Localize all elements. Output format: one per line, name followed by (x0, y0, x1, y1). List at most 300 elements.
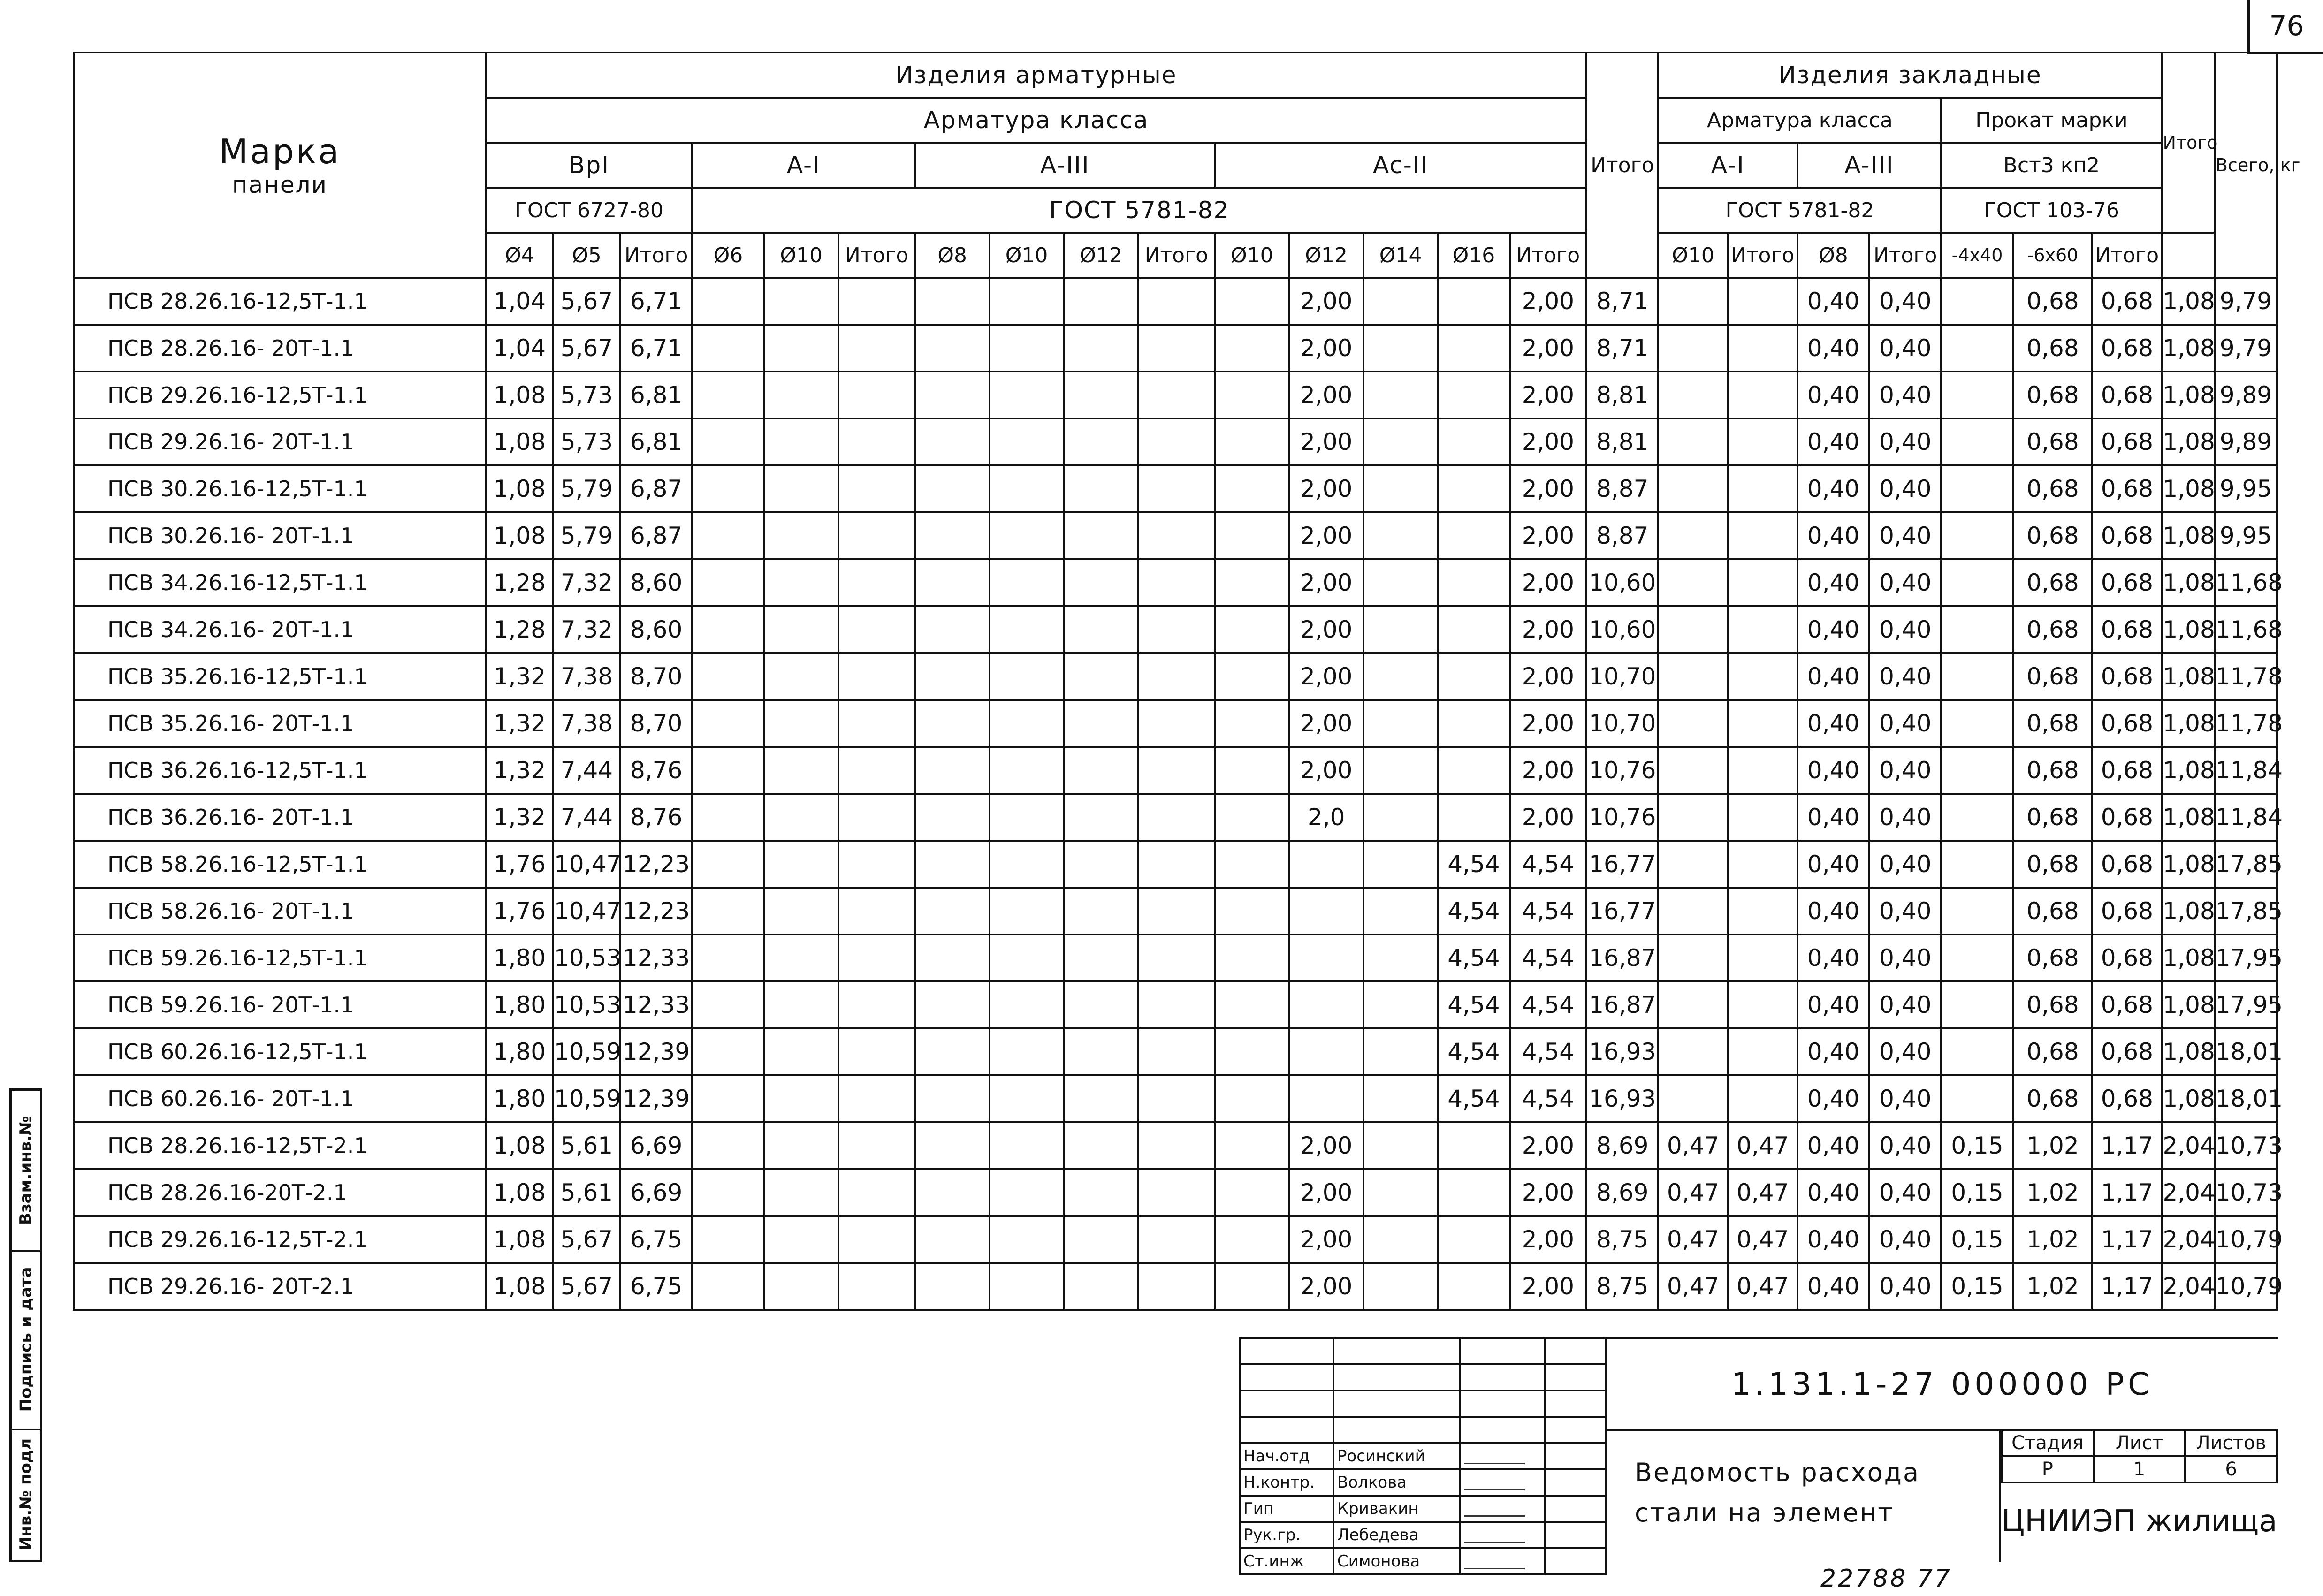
cell-value: 0,68 (2092, 559, 2162, 606)
cell-value: 0,40 (1869, 1263, 1941, 1310)
panel-mark: ПСВ 29.26.16- 20Т-2.1 (74, 1263, 486, 1310)
cell-value: 10,79 (2215, 1216, 2277, 1263)
cell-value: 2,04 (2162, 1122, 2214, 1169)
cell-value (692, 653, 764, 700)
cell-value: 7,32 (553, 606, 620, 653)
cell-value (1215, 559, 1289, 606)
sheets-value: 6 (2185, 1456, 2277, 1482)
signature (1460, 1443, 1545, 1469)
cell-value (1728, 465, 1797, 512)
cell-value: 8,71 (1586, 278, 1658, 325)
cell-value (1728, 794, 1797, 841)
organization: ЦНИИЭП жилища (2001, 1504, 2277, 1539)
cell-value: 1,17 (2092, 1169, 2162, 1216)
cell-value (1658, 512, 1728, 559)
panel-mark: ПСВ 28.26.16- 20Т-1.1 (74, 325, 486, 372)
cell-value (838, 512, 915, 559)
cell-value: 2,00 (1510, 512, 1587, 559)
cell-value: 18,01 (2215, 1028, 2277, 1075)
cell-value (1941, 1028, 2013, 1075)
cell-value (1138, 372, 1215, 418)
cell-value (990, 888, 1064, 935)
cell-value: 1,08 (486, 418, 553, 465)
panel-mark: ПСВ 36.26.16-12,5Т-1.1 (74, 747, 486, 794)
cell-value (764, 794, 838, 841)
cell-value (692, 1263, 764, 1310)
cell-value: 1,32 (486, 700, 553, 747)
cell-value (764, 1216, 838, 1263)
person-name: Кривакин (1333, 1496, 1460, 1522)
cell-value: 6,87 (620, 512, 692, 559)
cell-value (1064, 981, 1138, 1028)
cell-value (1728, 278, 1797, 325)
cell-value (1138, 1075, 1215, 1122)
cell-value (1215, 981, 1289, 1028)
cell-value (990, 794, 1064, 841)
cell-value: 11,78 (2215, 700, 2277, 747)
cell-value: 0,47 (1728, 1169, 1797, 1216)
table-row (74, 653, 2277, 700)
cell-value: 1,28 (486, 606, 553, 653)
cell-value: 0,40 (1869, 372, 1941, 418)
cell-value (990, 700, 1064, 747)
cell-value (1941, 747, 2013, 794)
cell-value (1438, 372, 1509, 418)
cell-value (1363, 747, 1438, 794)
header-gost1: ГОСТ 6727-80 (486, 188, 692, 233)
cell-value: 2,00 (1289, 1122, 1363, 1169)
cell-value (1215, 700, 1289, 747)
cell-value: 0,40 (1797, 794, 1869, 841)
cell-value (1064, 888, 1138, 935)
cell-value (1215, 935, 1289, 981)
cell-value: 2,00 (1289, 325, 1363, 372)
cell-value (764, 372, 838, 418)
cell-value: 2,00 (1289, 747, 1363, 794)
cell-value: 0,68 (2013, 465, 2093, 512)
cell-value (1941, 559, 2013, 606)
cell-value (1064, 278, 1138, 325)
cell-value: 10,73 (2215, 1122, 2277, 1169)
sheet-value: 1 (2094, 1456, 2186, 1482)
cell-value (1363, 935, 1438, 981)
cell-value: 2,00 (1289, 1216, 1363, 1263)
cell-value: 0,40 (1797, 512, 1869, 559)
cell-value (1064, 1263, 1138, 1310)
cell-value (1363, 1169, 1438, 1216)
cell-value (915, 325, 989, 372)
cell-value (692, 559, 764, 606)
cell-value: 1,08 (2162, 512, 2214, 559)
cell-value (1215, 278, 1289, 325)
cell-value: 1,80 (486, 981, 553, 1028)
header-armatura-class: Арматура класса (486, 98, 1586, 143)
cell-value (1438, 465, 1509, 512)
cell-value: 2,00 (1289, 1169, 1363, 1216)
cell-value (990, 747, 1064, 794)
cell-value (1658, 700, 1728, 747)
cell-value (1658, 935, 1728, 981)
table-row (74, 278, 2277, 325)
cell-value (1215, 512, 1289, 559)
col-header: Ø5 (553, 233, 620, 278)
col-header-blank (2162, 233, 2214, 278)
cell-value: 0,68 (2092, 325, 2162, 372)
cell-value (838, 841, 915, 888)
panel-mark: ПСВ 30.26.16- 20Т-1.1 (74, 512, 486, 559)
cell-value (1728, 841, 1797, 888)
cell-value: 6,71 (620, 278, 692, 325)
cell-value: 0,40 (1869, 981, 1941, 1028)
person-name: Волкова (1333, 1469, 1460, 1496)
cell-value (1438, 606, 1509, 653)
cell-value (1138, 653, 1215, 700)
cell-value: 9,95 (2215, 512, 2277, 559)
cell-value (990, 981, 1064, 1028)
cell-value: 0,68 (2092, 888, 2162, 935)
cell-value (692, 841, 764, 888)
cell-value: 0,40 (1869, 1028, 1941, 1075)
cell-value (1064, 1216, 1138, 1263)
cell-value (1728, 418, 1797, 465)
header-marka-line1: Марка (219, 132, 341, 171)
cell-value: 0,40 (1797, 1216, 1869, 1263)
cell-value: 4,54 (1510, 935, 1587, 981)
cell-value (692, 606, 764, 653)
header-vst: Вст3 кп2 (1941, 143, 2162, 188)
col-header: Ø12 (1289, 233, 1363, 278)
cell-value (915, 559, 989, 606)
side-cell-vzam (12, 1091, 40, 1252)
cell-value (1215, 1216, 1289, 1263)
cell-value: 0,68 (2092, 1028, 2162, 1075)
cell-value (990, 278, 1064, 325)
cell-value (1215, 325, 1289, 372)
cell-value (692, 1075, 764, 1122)
panel-mark: ПСВ 28.26.16-20Т-2.1 (74, 1169, 486, 1216)
cell-value (1138, 278, 1215, 325)
cell-value (990, 512, 1064, 559)
cell-value: 0,47 (1728, 1216, 1797, 1263)
panel-mark: ПСВ 58.26.16- 20Т-1.1 (74, 888, 486, 935)
cell-value (1215, 606, 1289, 653)
cell-value (838, 1075, 915, 1122)
cell-value (764, 888, 838, 935)
cell-value: 8,81 (1586, 418, 1658, 465)
cell-value (1064, 465, 1138, 512)
cell-value (1941, 794, 2013, 841)
sheet-header: Лист (2094, 1430, 2186, 1456)
cell-value (1138, 1263, 1215, 1310)
cell-value: 7,38 (553, 653, 620, 700)
cell-value: 2,00 (1289, 512, 1363, 559)
cell-value: 2,00 (1510, 372, 1587, 418)
cell-value: 1,02 (2013, 1122, 2093, 1169)
cell-value: 6,69 (620, 1169, 692, 1216)
cell-value: 12,23 (620, 841, 692, 888)
cell-value: 17,85 (2215, 888, 2277, 935)
signature (1460, 1548, 1545, 1574)
signatures-table (1239, 1337, 1607, 1575)
header-za3: A-III (1797, 143, 1942, 188)
cell-value (1941, 935, 2013, 981)
cell-value: 0,40 (1869, 559, 1941, 606)
cell-value: 5,67 (553, 278, 620, 325)
cell-value (1728, 1075, 1797, 1122)
cell-value (838, 1263, 915, 1310)
table-row (74, 1122, 2277, 1169)
cell-value: 1,80 (486, 1028, 553, 1075)
cell-value: 6,81 (620, 418, 692, 465)
cell-value: 16,93 (1586, 1028, 1658, 1075)
cell-value: 8,76 (620, 794, 692, 841)
cell-value (1438, 325, 1509, 372)
cell-value (1138, 747, 1215, 794)
cell-value: 1,28 (486, 559, 553, 606)
cell-value (1728, 512, 1797, 559)
cell-value: 5,61 (553, 1122, 620, 1169)
cell-value: 8,71 (1586, 325, 1658, 372)
side-stamp (9, 1088, 42, 1562)
cell-value: 0,68 (2092, 935, 2162, 981)
cell-value: 0,47 (1658, 1216, 1728, 1263)
cell-value: 0,68 (2013, 981, 2093, 1028)
cell-value (1363, 512, 1438, 559)
role: Нач.отд (1240, 1443, 1333, 1469)
cell-value (990, 606, 1064, 653)
cell-value (990, 325, 1064, 372)
cell-value (838, 747, 915, 794)
cell-value: 0,40 (1797, 841, 1869, 888)
cell-value: 2,00 (1510, 325, 1587, 372)
cell-value: 1,08 (486, 372, 553, 418)
cell-value (1941, 278, 2013, 325)
cell-value (1138, 935, 1215, 981)
cell-value: 5,61 (553, 1169, 620, 1216)
cell-value (1658, 278, 1728, 325)
cell-value (838, 418, 915, 465)
cell-value (1363, 981, 1438, 1028)
cell-value (764, 935, 838, 981)
panel-mark: ПСВ 60.26.16- 20Т-1.1 (74, 1075, 486, 1122)
cell-value (764, 512, 838, 559)
cell-value (1064, 935, 1138, 981)
table-row (74, 1075, 2277, 1122)
cell-value (1064, 700, 1138, 747)
cell-value: 0,47 (1728, 1263, 1797, 1310)
cell-value (1289, 1028, 1363, 1075)
cell-value (915, 935, 989, 981)
cell-value: 0,68 (2092, 606, 2162, 653)
cell-value: 0,68 (2013, 606, 2093, 653)
cell-value: 17,95 (2215, 981, 2277, 1028)
table-row (74, 794, 2277, 841)
cell-value: 4,54 (1510, 841, 1587, 888)
col-header: Ø12 (1064, 233, 1138, 278)
cell-value: 1,32 (486, 794, 553, 841)
cell-value: 2,00 (1510, 700, 1587, 747)
table-row (74, 1169, 2277, 1216)
title-block (1239, 1337, 2278, 1571)
cell-value: 0,68 (2013, 559, 2093, 606)
cell-value: 0,40 (1869, 935, 1941, 981)
panel-mark: ПСВ 29.26.16- 20Т-1.1 (74, 418, 486, 465)
cell-value (1438, 700, 1509, 747)
stage-value: Р (2002, 1456, 2094, 1482)
cell-value: 2,00 (1510, 1169, 1587, 1216)
cell-value (1728, 325, 1797, 372)
cell-value: 5,67 (553, 325, 620, 372)
cell-value (1728, 559, 1797, 606)
cell-value: 2,00 (1289, 700, 1363, 747)
cell-value: 0,68 (2092, 278, 2162, 325)
cell-value (915, 1263, 989, 1310)
signature (1460, 1522, 1545, 1548)
cell-value (1215, 653, 1289, 700)
cell-value (838, 559, 915, 606)
cell-value (1363, 1075, 1438, 1122)
cell-value (1941, 512, 2013, 559)
side-cell-podpis (12, 1250, 40, 1430)
panel-mark: ПСВ 35.26.16- 20Т-1.1 (74, 700, 486, 747)
cell-value (764, 325, 838, 372)
cell-value (1064, 372, 1138, 418)
cell-value (1064, 559, 1138, 606)
cell-value: 0,68 (2013, 888, 2093, 935)
role: Рук.гр. (1240, 1522, 1333, 1548)
cell-value: 10,76 (1586, 747, 1658, 794)
table-row (74, 512, 2277, 559)
header-itogo: Итого (1586, 53, 1658, 278)
cell-value: 8,87 (1586, 465, 1658, 512)
col-header: Итого (1510, 233, 1587, 278)
cell-value: 4,54 (1438, 1028, 1509, 1075)
cell-value: 0,68 (2092, 747, 2162, 794)
header-zaklad-group: Изделия закладные (1658, 53, 2162, 98)
cell-value: 0,15 (1941, 1122, 2013, 1169)
cell-value (1064, 325, 1138, 372)
cell-value (1941, 418, 2013, 465)
cell-value (764, 1122, 838, 1169)
cell-value: 4,54 (1438, 841, 1509, 888)
cell-value (990, 1216, 1064, 1263)
role: Гип (1240, 1496, 1333, 1522)
cell-value (990, 465, 1064, 512)
cell-value (764, 1263, 838, 1310)
cell-value (764, 1169, 838, 1216)
cell-value: 0,40 (1797, 325, 1869, 372)
cell-value: 11,78 (2215, 653, 2277, 700)
panel-mark: ПСВ 59.26.16-12,5Т-1.1 (74, 935, 486, 981)
cell-value: 0,40 (1797, 1122, 1869, 1169)
cell-value (1064, 1028, 1138, 1075)
cell-value: 0,40 (1869, 278, 1941, 325)
cell-value (838, 278, 915, 325)
cell-value: 0,40 (1869, 325, 1941, 372)
cell-value: 2,0 (1289, 794, 1363, 841)
cell-value: 9,79 (2215, 278, 2277, 325)
cell-value (1064, 794, 1138, 841)
cell-value (915, 747, 989, 794)
cell-value: 0,68 (2013, 325, 2093, 372)
cell-value: 2,04 (2162, 1169, 2214, 1216)
cell-value: 0,68 (2013, 700, 2093, 747)
cell-value (1658, 841, 1728, 888)
cell-value: 0,68 (2013, 1075, 2093, 1122)
cell-value: 2,00 (1289, 465, 1363, 512)
cell-value: 10,53 (553, 981, 620, 1028)
cell-value: 1,08 (2162, 418, 2214, 465)
side-label-vzam: Взам.инв.№ (16, 1116, 36, 1225)
cell-value: 0,68 (2013, 512, 2093, 559)
cell-value: 2,00 (1289, 559, 1363, 606)
cell-value: 4,54 (1510, 888, 1587, 935)
cell-value: 0,40 (1797, 1075, 1869, 1122)
cell-value (1658, 1028, 1728, 1075)
cell-value (915, 278, 989, 325)
cell-value (692, 1028, 764, 1075)
cell-value (1363, 1122, 1438, 1169)
table-row (74, 888, 2277, 935)
side-label-podpis: Подпись и дата (16, 1267, 36, 1412)
cell-value (692, 1169, 764, 1216)
cell-value: 10,60 (1586, 606, 1658, 653)
cell-value: 12,39 (620, 1075, 692, 1122)
cell-value (838, 700, 915, 747)
cell-value: 6,75 (620, 1263, 692, 1310)
cell-value (1064, 418, 1138, 465)
cell-value: 0,68 (2092, 653, 2162, 700)
cell-value (692, 888, 764, 935)
table-row (74, 1028, 2277, 1075)
cell-value (1064, 1169, 1138, 1216)
cell-value (915, 1216, 989, 1263)
cell-value (1728, 653, 1797, 700)
cell-value: 8,60 (620, 559, 692, 606)
cell-value (1289, 841, 1363, 888)
cell-value: 1,02 (2013, 1263, 2093, 1310)
cell-value: 8,76 (620, 747, 692, 794)
panel-mark: ПСВ 35.26.16-12,5Т-1.1 (74, 653, 486, 700)
header-zaklad-class: Арматура класса (1658, 98, 1941, 143)
cell-value: 1,04 (486, 278, 553, 325)
col-header: Ø10 (764, 233, 838, 278)
cell-value (1941, 888, 2013, 935)
cell-value: 6,69 (620, 1122, 692, 1169)
cell-value (1438, 1122, 1509, 1169)
cell-value: 2,00 (1289, 1263, 1363, 1310)
cell-value: 0,68 (2092, 512, 2162, 559)
side-label-inv: Инв.№ подл (16, 1438, 35, 1550)
cell-value: 5,67 (553, 1216, 620, 1263)
cell-value (692, 935, 764, 981)
cell-value (1658, 465, 1728, 512)
cell-value: 12,23 (620, 888, 692, 935)
cell-value (838, 1169, 915, 1216)
cell-value: 1,08 (486, 1263, 553, 1310)
cell-value: 1,02 (2013, 1216, 2093, 1263)
panel-mark: ПСВ 36.26.16- 20Т-1.1 (74, 794, 486, 841)
cell-value: 0,40 (1797, 372, 1869, 418)
col-header: Ø6 (692, 233, 764, 278)
cell-value: 8,60 (620, 606, 692, 653)
cell-value: 1,08 (2162, 794, 2214, 841)
cell-value: 6,71 (620, 325, 692, 372)
cell-value (764, 465, 838, 512)
cell-value (1138, 325, 1215, 372)
cell-value (692, 418, 764, 465)
table-row (74, 1216, 2277, 1263)
